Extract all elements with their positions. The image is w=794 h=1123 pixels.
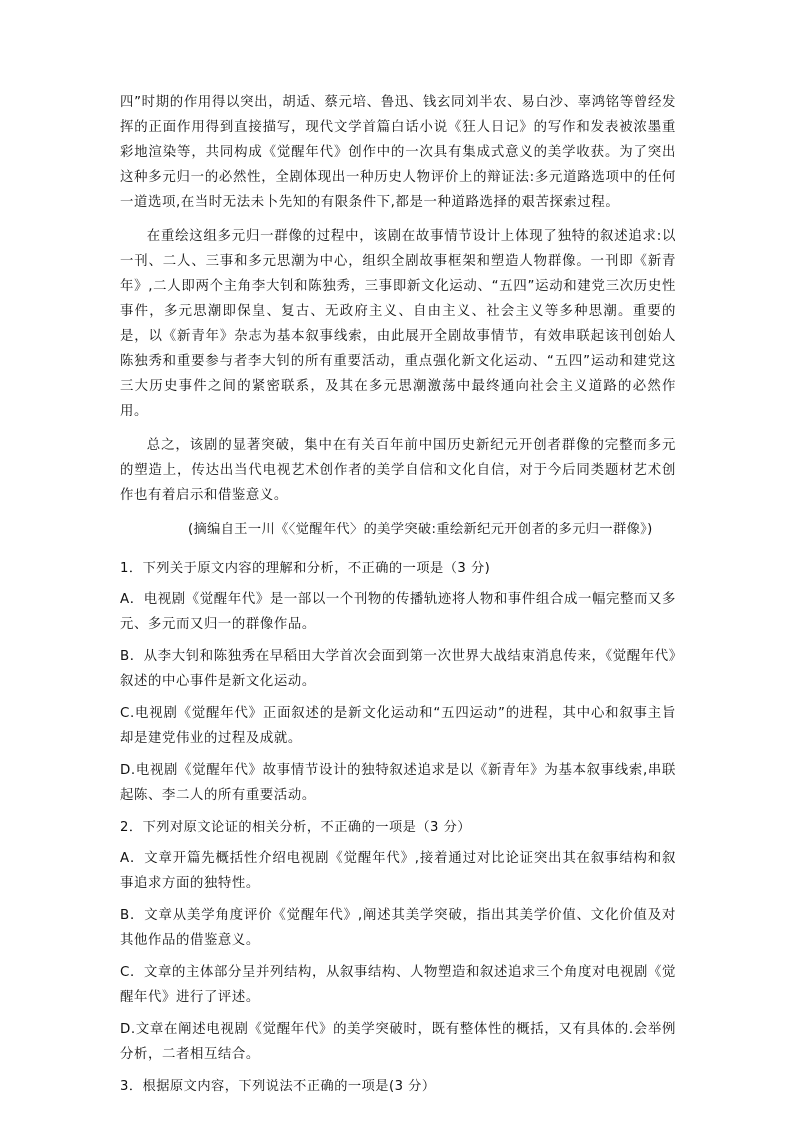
passage-paragraph-1: 四”时期的作用得以突出，胡适、蔡元培、鲁迅、钱玄同刘半农、易白沙、辜鸿铭等曾经发挥的正面作用得到直接描写，现代文学首篇白话小说《狂人日记》的写作和发表被浓墨重彩地渲染等，共同构成《觉醒年代》创作中的一次具有集成式意义的美学收获。为了突出这种多元归一的必然性，全剧体现出一种历史人物评价上的辩证法:多元道路选项中的任何一道选项,在当时无法未卜先知的有限条件下,都是一种道路选择的艰苦探索过程。 (120, 95, 676, 210)
question-3 (120, 1074, 676, 1099)
passage-paragraph-3: 总之，该剧的显著突破，集中在有关百年前中国历史新纪元开创者群像的完整而多元的塑造上，传达出当代电视艺术创作者的美学自信和文化自信，对于今后同类题材艺术创作也有着启示和借鉴意义。 (120, 438, 676, 503)
passage-source-citation: (摘编自王一川《〈觉醒年代〉的美学突破:重绘新纪元开创者的多元归一群像》) (188, 522, 653, 537)
question-2 (120, 815, 676, 1067)
question-option-b: B．从李大钊和陈独秀在早稻田大学首次会面到第一次世界大战结束消息传来，《觉醒年代》叙述的中心事件是新文化运动。 (120, 649, 677, 689)
question-stem: 3．根据原文内容，下列说法不正确的一项是(3 分） (120, 1079, 436, 1094)
question-stem: 1．下列关于原文内容的理解和分析，不正确的一项是（3 分) (120, 561, 491, 576)
question-option-a: A．电视剧《觉醒年代》是一部以一个刊物的传播轨迹将人物和事件组合成一幅完整而又多元、多元而又归一的群像作品。 (120, 592, 676, 632)
passage-paragraph-2: 在重绘这组多元归一群像的过程中，该剧在故事情节设计上体现了独特的叙述追求:以一刊、二人、三事和多元思潮为中心，组织全剧故事框架和塑造人物群像。一刊即《新青年》,二人即两个主角李大钊和陈独秀，三事即新文化运动、“五四”运动和建党三次历史性事件，多元思潮即保皇、复古、无政府主义、自由主义、社会主义等多种思潮。重要的是，以《新青年》杂志为基本叙事线索，由此展开全剧故事情节，有效串联起该刊创始人陈独秀和重要参与者李大钊的所有重要活动，重点强化新文化运动、“五四”运动和建党这三大历史事件之间的紧密联系，及其在多元思潮激荡中最终通向社会主义道路的必然作用。 (120, 229, 676, 419)
question-1 (120, 556, 676, 808)
question-option-d: D.文章在阐述电视剧《觉醒年代》的美学突破时，既有整体性的概括，又有具体的.会举例分析，二者相互结合。 (120, 1022, 676, 1062)
question-option-a: A．文章开篇先概括性介绍电视剧《觉醒年代》,接着通过对比论证突出其在叙事结构和叙事追求方面的独特性。 (120, 851, 676, 891)
question-stem: 2．下列对原文论证的相关分析，不正确的一项是（3 分） (120, 820, 471, 835)
document-page (120, 90, 676, 1105)
question-option-c: C.电视剧《觉醒年代》正面叙述的是新文化运动和“五四运动”的进程，其中心和叙事主旨却是建党伟业的过程及成就。 (120, 706, 676, 746)
question-option-b: B．文章从美学角度评价《觉醒年代》,阐述其美学突破，指出其美学价值、文化价值及对其他作品的借鉴意义。 (120, 908, 676, 948)
question-option-d: D.电视剧《觉醒年代》故事情节设计的独特叙述追求是以《新青年》为基本叙事线索,串联起陈、李二人的所有重要活动。 (120, 763, 676, 803)
question-option-c: C．文章的主体部分呈并列结构，从叙事结构、人物塑造和叙述追求三个角度对电视剧《觉醒年代》进行了评述。 (120, 965, 676, 1005)
